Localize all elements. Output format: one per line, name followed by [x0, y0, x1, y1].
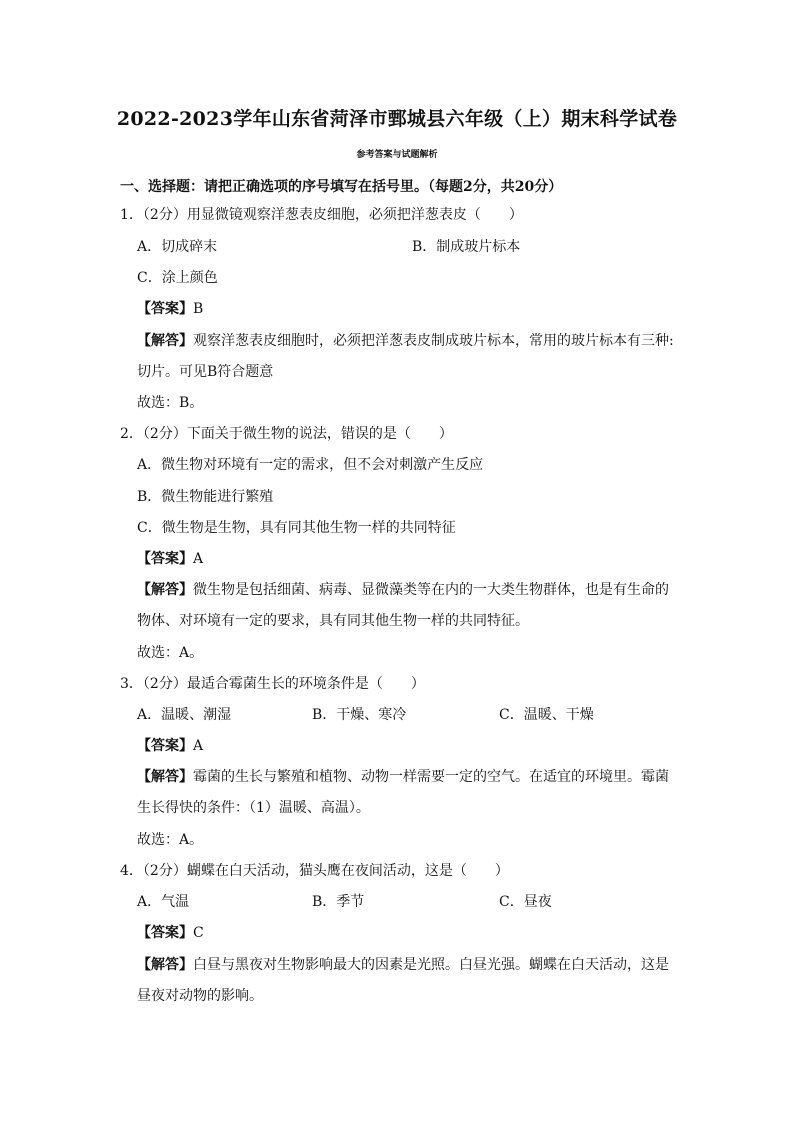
question-3-conclusion: 故选：A。: [137, 832, 204, 848]
question-1-conclusion: 故选：B。: [137, 395, 204, 411]
answer-value: A: [193, 551, 204, 567]
analysis-text: 霉菌的生长与繁殖和植物、动物一样需要一定的空气。在适宜的环境里。霉菌: [193, 769, 669, 785]
question-4-option-c: C．昼夜: [499, 894, 552, 910]
question-4-answer: [137, 924, 204, 942]
question-1-analysis-line-1: [137, 332, 674, 350]
question-1-option-a: A．切成碎末: [137, 239, 218, 255]
analysis-text: 微生物是包括细菌、病毒、显微藻类等在内的一大类生物群体，也是有生命的: [193, 582, 669, 598]
answer-value: B: [193, 301, 204, 317]
answer-tag: 【答案】: [137, 551, 193, 567]
document-subtitle: 参考答案与试题解析: [356, 150, 438, 160]
question-2-answer: [137, 550, 203, 568]
section-heading: 一、选择题：请把正确选项的序号填写在括号里。（每题2分，共20分）: [120, 179, 563, 195]
question-2-stem: 2．（2分）下面关于微生物的说法，错误的是（ ）: [120, 426, 453, 442]
question-4-option-a: A．气温: [137, 894, 190, 910]
question-3-option-a: A．温暖、潮湿: [137, 707, 232, 723]
analysis-text: 观察洋葱表皮细胞时，必须把洋葱表皮制成玻片标本，常用的玻片标本有三种:: [193, 333, 674, 349]
answer-tag: 【答案】: [137, 925, 193, 941]
answer-value: A: [193, 738, 204, 754]
answer-value: C: [193, 925, 204, 941]
question-4-analysis-line-1: [137, 956, 669, 974]
question-3-answer: [137, 737, 203, 755]
analysis-text: 白昼与黑夜对生物影响最大的因素是光照。白昼光强。蝴蝶在白天活动，这是: [193, 957, 669, 973]
analysis-tag: 【解答】: [137, 957, 193, 973]
question-3-option-c: C．温暖、干燥: [499, 707, 594, 723]
question-2-analysis-line-2: 物体、对环境有一定的要求，具有同其他生物一样的共同特征。: [137, 613, 529, 629]
question-4-option-b: B．季节: [312, 894, 365, 910]
analysis-tag: 【解答】: [137, 582, 193, 598]
question-2-option-b: B．微生物能进行繁殖: [137, 489, 274, 505]
question-2-conclusion: 故选：A。: [137, 645, 204, 661]
question-2-option-c: C．微生物是生物，具有同其他生物一样的共同特征: [137, 520, 456, 536]
question-1-answer: [137, 300, 203, 318]
analysis-tag: 【解答】: [137, 333, 193, 349]
question-1-option-c: C．涂上颜色: [137, 270, 218, 286]
question-3-analysis-line-1: [137, 768, 669, 786]
answer-tag: 【答案】: [137, 301, 193, 317]
question-2-option-a: A．微生物对环境有一定的需求，但不会对刺激产生反应: [137, 457, 484, 473]
answer-tag: 【答案】: [137, 738, 193, 754]
question-1-stem: 1．（2分）用显微镜观察洋葱表皮细胞，必须把洋葱表皮（ ）: [120, 207, 523, 223]
analysis-tag: 【解答】: [137, 769, 193, 785]
question-1-option-b: B．制成玻片标本: [412, 239, 521, 255]
document-title: 2022-2023学年山东省菏泽市鄄城县六年级（上）期末科学试卷: [116, 108, 678, 130]
question-3-stem: 3．（2分）最适合霉菌生长的环境条件是（ ）: [120, 676, 425, 692]
question-4-analysis-line-2: 昼夜对动物的影响。: [137, 988, 263, 1004]
question-1-analysis-line-2: 切片。可见B符合题意: [137, 364, 274, 380]
question-3-analysis-line-2: 生长得快的条件：（1）温暖、高温）。: [137, 800, 370, 816]
question-2-analysis-line-1: [137, 581, 669, 599]
question-3-option-b: B．干燥、寒冷: [312, 707, 407, 723]
question-4-stem: 4．（2分）蝴蝶在白天活动，猫头鹰在夜间活动，这是（ ）: [120, 863, 509, 879]
